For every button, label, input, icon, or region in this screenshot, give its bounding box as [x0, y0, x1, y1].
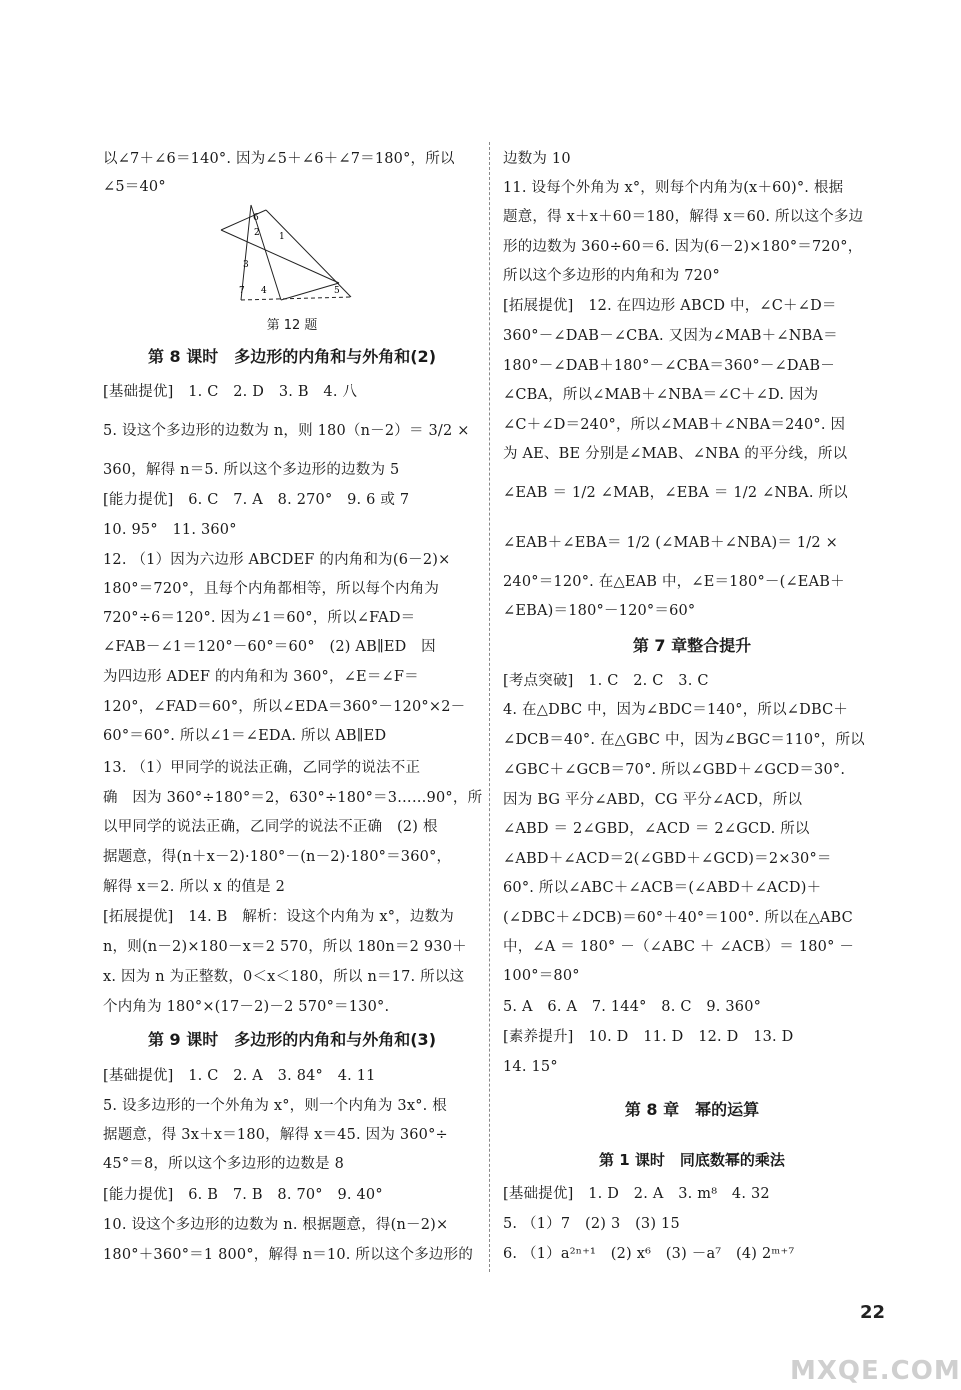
text-line: 60°. 所以∠ABC＋∠ACB＝(∠ABD＋∠ACD)＋ — [503, 880, 822, 896]
section-heading: 第 8 课时 多边形的内角和与外角和(2) — [147, 347, 437, 366]
text-line: 5. A 6. A 7. 144° 8. C 9. 360° — [503, 999, 762, 1015]
text-line: 180°－∠DAB＋180°－∠CBA＝360°－∠DAB－ — [503, 358, 835, 374]
text-line: 120°，∠FAD＝60°，所以∠EDA＝360°－120°×2－ — [103, 699, 466, 715]
text-line: 10. 设这个多边形的边数为 n. 根据题意，得(n－2)× — [103, 1217, 449, 1233]
text-line: 为四边形 ADEF 的内角和为 360°，∠E＝∠F＝ — [103, 669, 419, 685]
text-line: ∠C＋∠D＝240°，所以∠MAB＋∠NBA＝240°. 因 — [503, 417, 846, 433]
text-line: 360°－∠DAB－∠CBA. 又因为∠MAB＋∠NBA＝ — [503, 328, 838, 344]
text-line: ∠DCB＝40°. 在△GBC 中，因为∠BGC＝110°，所以 — [503, 732, 865, 748]
lesson-heading: 第 1 课时 同底数幂的乘法 — [599, 1151, 785, 1169]
text-line: 180°＋360°＝1 800°，解得 n＝10. 所以这个多边形的 — [103, 1247, 474, 1263]
geometry-figure — [221, 205, 351, 300]
text-line: 5. （1）7 (2) 3 (3) 15 — [503, 1216, 680, 1232]
text-line: 11. 设每个外角为 x°，则每个内角为(x＋60)°. 根据 — [503, 180, 844, 196]
text-line: [考点突破] 1. C 2. C 3. C — [503, 673, 709, 689]
text-line: 720°÷6＝120°. 因为∠1＝60°，所以∠FAD＝ — [103, 610, 416, 626]
text-line: 形的边数为 360÷60＝6. 因为(6－2)×180°＝720°， — [503, 239, 863, 255]
text-line: 个内角为 180°×(17－2)－2 570°＝130°. — [103, 999, 390, 1015]
text-line: 解得 x＝2. 所以 x 的值是 2 — [103, 879, 286, 895]
text-line: 5. 设多边形的一个外角为 x°，则一个内角为 3x°. 根 — [103, 1098, 447, 1114]
text-line: [基础提优] 1. C 2. A 3. 84° 4. 11 — [103, 1068, 376, 1084]
figure-caption: 第 12 题 — [266, 318, 318, 333]
text-line: 题意，得 x＋x＋60＝180，解得 x＝60. 所以这个多边 — [503, 209, 864, 225]
text-line: [能力提优] 6. C 7. A 8. 270° 9. 6 或 7 — [103, 492, 410, 508]
text-line: ∠EBA)＝180°－120°＝60° — [503, 603, 696, 619]
text-line: 240°＝120°. 在△EAB 中，∠E＝180°－(∠EAB＋ — [503, 574, 845, 590]
text-line: ∠FAB－∠1＝120°－60°＝60° (2) AB∥ED 因 — [103, 639, 436, 655]
text-line: ∠ABD＋∠ACD＝2(∠GBD＋∠GCD)＝2×30°＝ — [503, 851, 832, 867]
watermark: MXQE.COM — [790, 1356, 961, 1386]
text-line: 10. 95° 11. 360° — [103, 522, 237, 538]
angle-label-5: 5 — [334, 286, 340, 296]
page-number: 22 — [860, 1302, 886, 1323]
text-line: 100°＝80° — [503, 968, 580, 984]
text-line: 13. （1）甲同学的说法正确，乙同学的说法不正 — [103, 760, 421, 776]
text-line: [素养提升] 10. D 11. D 12. D 13. D — [503, 1029, 794, 1045]
text-line: 12. （1）因为六边形 ABCDEF 的内角和为(6－2)× — [103, 552, 451, 568]
text-line: n，则(n－2)×180－x＝2 570，所以 180n＝2 930＋ — [103, 939, 467, 955]
angle-label-1: 1 — [279, 232, 285, 242]
text-line: 据题意，得 3x＋x＝180，解得 x＝45. 因为 360°÷ — [103, 1127, 448, 1143]
text-line: 以甲同学的说法正确，乙同学的说法不正确 (2) 根 — [103, 819, 438, 835]
text-line: 14. 15° — [503, 1059, 558, 1075]
chapter-heading: 第 8 章 幂的运算 — [624, 1100, 760, 1119]
angle-label-3: 3 — [243, 260, 249, 270]
text-line: 4. 在△DBC 中，因为∠BDC＝140°，所以∠DBC＋ — [503, 702, 849, 718]
text-line: [拓展提优] 12. 在四边形 ABCD 中，∠C＋∠D＝ — [503, 298, 837, 314]
text-line: x. 因为 n 为正整数，0＜x＜180，所以 n＝17. 所以这 — [103, 969, 465, 985]
text-line: 180°＝720°，且每个内角都相等，所以每个内角为 — [103, 581, 440, 597]
angle-label-2: 2 — [254, 228, 260, 238]
section-heading: 第 9 课时 多边形的内角和与外角和(3) — [147, 1030, 437, 1049]
text-line: [基础提优] 1. C 2. D 3. B 4. 八 — [103, 384, 358, 400]
text-line: [基础提优] 1. D 2. A 3. m⁸ 4. 32 — [503, 1186, 770, 1202]
text-line: ∠EAB＋∠EBA＝ 1/2 (∠MAB＋∠NBA)＝ 1/2 × — [503, 535, 838, 551]
text-line: ∠EAB ＝ 1/2 ∠MAB，∠EBA ＝ 1/2 ∠NBA. 所以 — [503, 485, 848, 501]
angle-label-4: 4 — [261, 286, 267, 296]
text-line: 360，解得 n＝5. 所以这个多边形的边数为 5 — [103, 462, 400, 478]
text-line: 据题意，得(n＋x－2)·180°－(n－2)·180°＝360°， — [103, 849, 452, 865]
text-line: ∠CBA，所以∠MAB＋∠NBA＝∠C＋∠D. 因为 — [503, 387, 819, 403]
chapter-summary-heading: 第 7 章整合提升 — [632, 636, 752, 655]
text-line: 以∠7＋∠6＝140°. 因为∠5＋∠6＋∠7＝180°，所以 — [103, 151, 455, 167]
text-line: 所以这个多边形的内角和为 720° — [503, 268, 720, 284]
text-line: ∠GBC＋∠GCB＝70°. 所以∠GBD＋∠GCD＝30°. — [503, 762, 846, 778]
column-divider — [489, 142, 490, 1272]
text-line: ∠5＝40° — [103, 179, 166, 195]
text-line: ∠ABD ＝ 2∠GBD，∠ACD ＝ 2∠GCD. 所以 — [503, 821, 810, 837]
text-line: 边数为 10 — [503, 151, 571, 167]
text-line: 45°＝8，所以这个多边形的边数是 8 — [103, 1156, 345, 1172]
text-line: 5. 设这个多边形的边数为 n，则 180（n－2）＝ 3/2 × — [103, 423, 470, 439]
text-line: [能力提优] 6. B 7. B 8. 70° 9. 40° — [103, 1187, 383, 1203]
text-line: 6. （1）a²ⁿ⁺¹ (2) x⁶ (3) －a⁷ (4) 2ᵐ⁺⁷ — [503, 1246, 795, 1262]
text-line: 60°＝60°. 所以∠1＝∠EDA. 所以 AB∥ED — [103, 728, 387, 744]
text-line: 中，∠A ＝ 180° －（∠ABC ＋ ∠ACB）＝ 180° － — [503, 939, 855, 955]
text-line: (∠DBC＋∠DCB)＝60°＋40°＝100°. 所以在△ABC — [503, 910, 853, 926]
text-line: [拓展提优] 14. B 解析：设这个内角为 x°，边数为 — [103, 909, 454, 925]
text-line: 为 AE、BE 分别是∠MAB、∠NBA 的平分线，所以 — [503, 446, 848, 462]
text-line: 确 因为 360°÷180°＝2，630°÷180°＝3……90°，所 — [103, 790, 483, 806]
text-line: 因为 BG 平分∠ABD，CG 平分∠ACD，所以 — [503, 792, 803, 808]
angle-label-6: 6 — [253, 213, 259, 223]
angle-label-7: 7 — [239, 286, 245, 296]
